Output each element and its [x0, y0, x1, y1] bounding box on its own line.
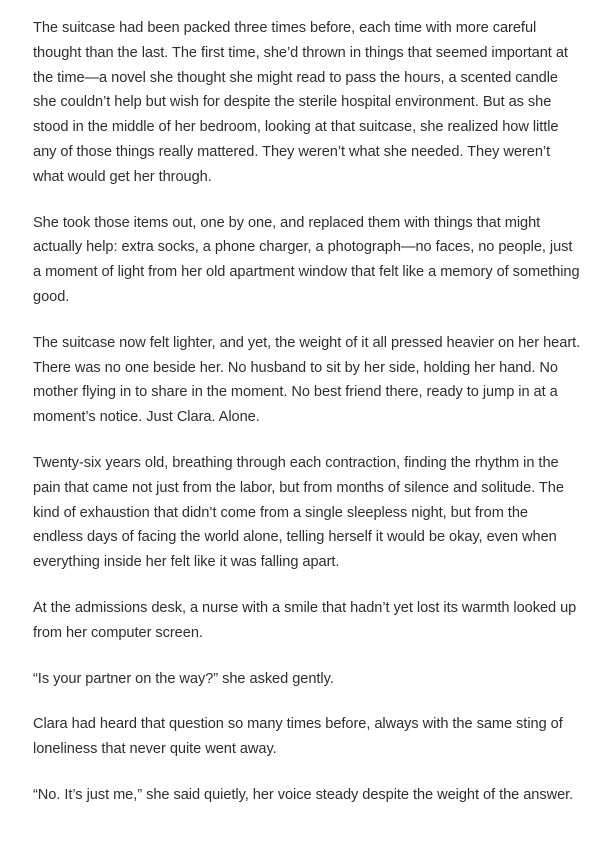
paragraph-no-one-beside: The suitcase now felt lighter, and yet, the weight of it all pressed heavier on her heart. There was no one beside her. No husband to sit by her side, holding her hand. No mother flying in to share in the moment. No best friend there, ready to jump in at a moment’s notice. Just Clara. Alone. — [33, 334, 581, 426]
paragraph-items-replaced: She took those items out, one by one, and replaced them with things that might actually help: extra socks, a phone charger, a photograph—no faces, no people, just a moment of light from her old apartment window that felt like a memory of something good. — [33, 214, 580, 305]
paragraph-just-me: “No. It’s just me,” she said quietly, her voice steady despite the weight of the answer. — [33, 786, 574, 803]
paragraph-twenty-six: Twenty-six years old, breathing through each contraction, finding the rhythm in the pain that came not just from the labor, but from months of silence and solitude. The kind of exhaustion that didn’t come from a single sleepless night, but from the endless days of facing the world alone, telling herself it would be okay, even when everything inside her felt like it was falling apart. — [33, 454, 564, 571]
paragraph-clara-heard: Clara had heard that question so many times before, always with the same sting of loneliness that never quite went away. — [33, 716, 563, 758]
story-article — [33, 16, 581, 829]
paragraph-admissions-desk: At the admissions desk, a nurse with a smile that hadn’t yet lost its warmth looked up from her computer screen. — [33, 599, 577, 641]
paragraph-suitcase-packed: The suitcase had been packed three times before, each time with more careful thought than the last. The first time, she’d thrown in things that seemed important at the time—a novel she thought she might read to pass the hours, a scented candle she couldn’t help but wish for despite the sterile hospital environment. But as she stood in the middle of her bedroom, looking at that suitcase, she realized how little any of those things really mattered. They weren’t what she needed. They weren’t what would get her through. — [33, 20, 568, 185]
paragraph-nurse-question: “Is your partner on the way?” she asked gently. — [33, 670, 334, 687]
